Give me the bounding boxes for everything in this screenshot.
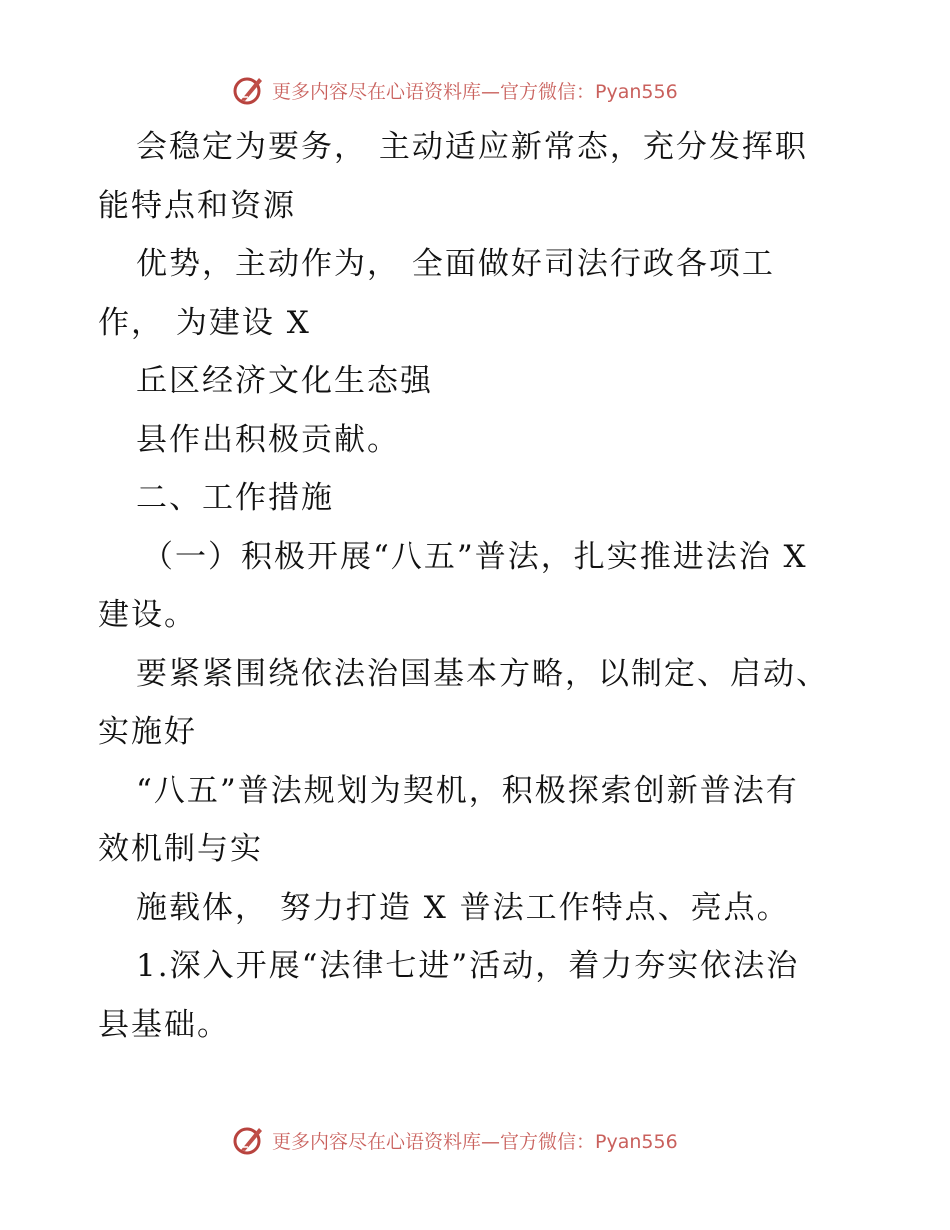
quill-pen-circle-icon xyxy=(232,73,266,107)
body-line: 丘区经济文化生态强 xyxy=(136,363,433,399)
subsection-heading: （一）积极开展“八五”普法，扎实推进法治 X xyxy=(142,538,808,575)
footer-banner-text: 更多内容尽在心语资料库—官方微信：Pyan556 xyxy=(272,1130,678,1153)
section-heading: 二、工作措施 xyxy=(136,480,334,516)
header-banner xyxy=(232,72,678,108)
header-banner-text: 更多内容尽在心语资料库—官方微信：Pyan556 xyxy=(272,80,678,103)
body-line: 能特点和资源 xyxy=(98,187,296,224)
body-line: “八五”普法规划为契机，积极探索创新普法有 xyxy=(136,772,799,809)
body-line: 效机制与实 xyxy=(98,831,263,867)
body-line: 优势，主动作为， 全面做好司法行政各项工 xyxy=(136,246,775,282)
body-line: 会稳定为要务， 主动适应新常态，充分发挥职 xyxy=(136,129,808,165)
body-line: 要紧紧围绕依法治国基本方略，以制定、启动、 xyxy=(136,655,829,692)
document-body xyxy=(98,118,858,1054)
body-line: 县作出积极贡献。 xyxy=(136,421,400,458)
body-line: 施载体， 努力打造 X 普法工作特点、亮点。 xyxy=(136,889,790,926)
numbered-item-heading: 1.深入开展“法律七进”活动，着力夯实依法治 xyxy=(136,948,800,984)
body-line: 建设。 xyxy=(98,597,197,633)
body-line: 实施好 xyxy=(98,714,197,750)
quill-pen-circle-icon xyxy=(232,1123,266,1157)
body-line: 作， 为建设 X xyxy=(98,304,311,341)
footer-banner xyxy=(232,1122,678,1158)
body-line: 县基础。 xyxy=(98,1006,230,1043)
